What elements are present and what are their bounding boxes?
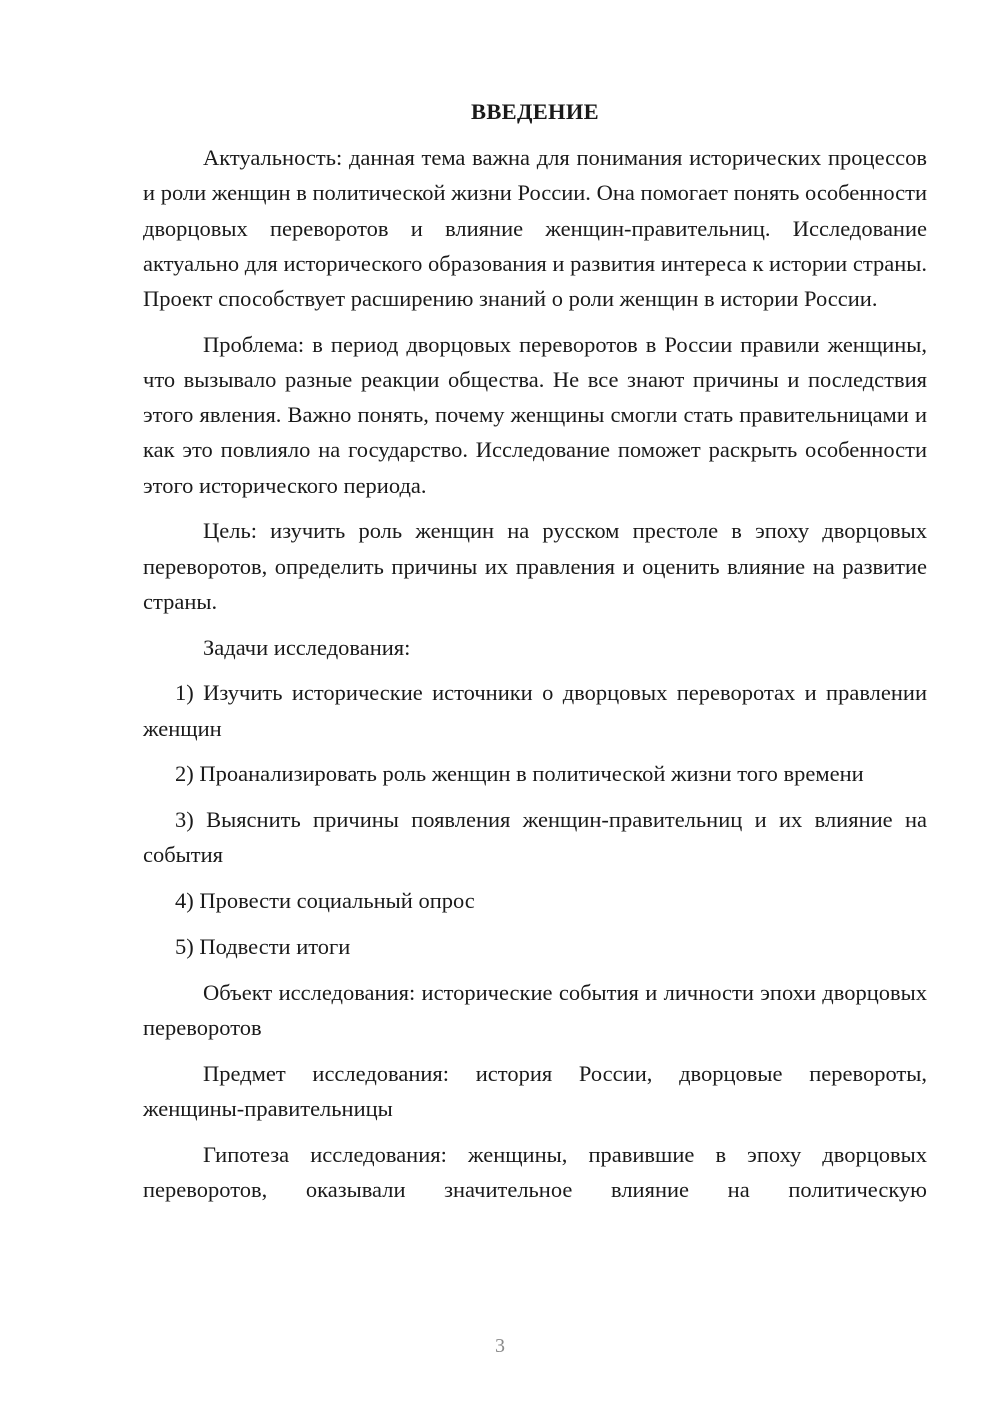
- section-title: ВВЕДЕНИЕ: [471, 99, 599, 124]
- paragraph-problem: Проблема: в период дворцовых переворотов в России правили женщины, что вызывало разные реакции общества. Не все знают причины и последствия этого явления. Важно понять, почему женщины смогли стать правительницами и как это повлияло на государство. Исследование поможет раскрыть особенности этого исторического периода.: [143, 331, 927, 498]
- page-content: [143, 94, 927, 1207]
- page-number: 3: [495, 1335, 505, 1357]
- paragraph-tasks-heading: Задачи исследования:: [203, 634, 411, 660]
- paragraph-goal: Цель: изучить роль женщин на русском престоле в эпоху дворцовых переворотов, определить причины их правления и оценить влияние на развитие страны.: [143, 518, 927, 614]
- paragraph-subject: Предмет исследования: история России, дворцовые перевороты, женщины-правительницы: [143, 1060, 927, 1122]
- paragraph-object: Объект исследования: исторические события и личности эпохи дворцовых переворотов: [143, 979, 927, 1041]
- task-item-3: 3) Выяснить причины появления женщин-правительниц и их влияние на события: [143, 807, 927, 868]
- task-item-2: 2) Проанализировать роль женщин в политической жизни того времени: [175, 761, 864, 787]
- paragraph-hypothesis: Гипотеза исследования: женщины, правившие в эпоху дворцовых переворотов, оказывали значительное влияние на политическую: [143, 1141, 927, 1203]
- task-item-5: 5) Подвести итоги: [175, 934, 351, 960]
- task-item-1: 1) Изучить исторические источники о дворцовых переворотах и правлении женщин: [143, 680, 927, 741]
- task-item-4: 4) Провести социальный опрос: [175, 888, 475, 914]
- paragraph-relevance: Актуальность: данная тема важна для понимания исторических процессов и роли женщин в политической жизни России. Она помогает понять особенности дворцовых переворотов и влияние женщин-правительниц. Исследование актуально для исторического образования и развития интереса к истории страны. Проект способствует расширению знаний о роли женщин в истории России.: [143, 145, 927, 312]
